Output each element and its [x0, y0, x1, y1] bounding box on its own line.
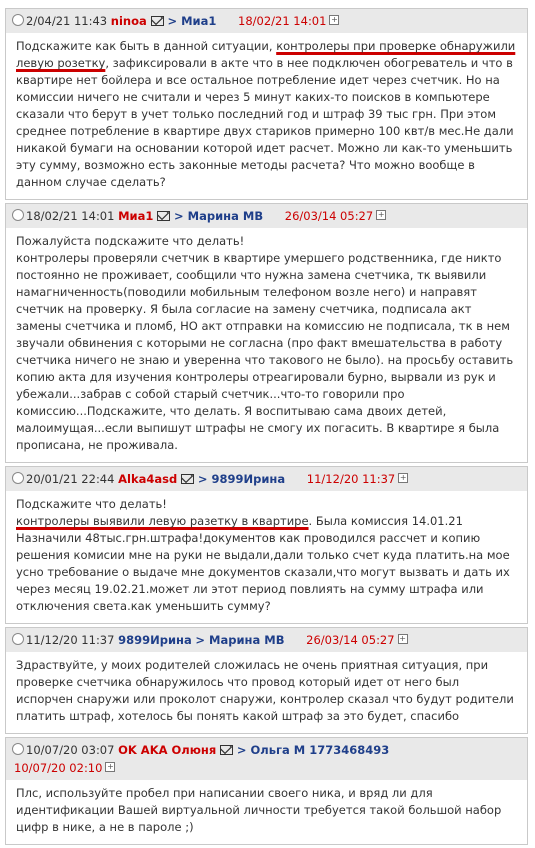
- comment-header: [6, 9, 527, 33]
- post-date: 10/07/20 03:07: [26, 743, 115, 757]
- comment-text-part: . Была комиссия 14.01.21 Назначили 48тыс.грн.штрафа!документов как проводился рассчет и копию решения комисии мне на руки не выдали,дали только счет куда платить.на мое усно требование о выдаче мне документов сказали,что могут вызвать и дать их через месяц 19.02.21.может ли этот период повлиять на сумму штрафа или отключения света.как уменьшить сумму?: [16, 514, 510, 613]
- author-link[interactable]: Миа1: [118, 209, 154, 223]
- comment-text-part: Подскажите как быть в данной ситуации,: [16, 39, 277, 53]
- comments-list: [5, 8, 528, 848]
- reply-to-link[interactable]: > Миа1: [167, 14, 217, 28]
- expand-icon[interactable]: +: [331, 15, 338, 24]
- post-date: 18/02/21 14:01: [26, 209, 115, 223]
- comment-post: [5, 466, 528, 624]
- comment-header: [6, 467, 527, 491]
- expand-icon[interactable]: +: [107, 762, 114, 771]
- comment-text: [6, 33, 527, 199]
- reply-date: 18/02/21 14:01: [238, 14, 327, 28]
- reply-to-link[interactable]: > Марина МВ: [195, 633, 285, 647]
- comment-text: Пожалуйста подскажите что делать! контролеры проверяли счетчик в квартире умершего родственника, где никто постоянно не проживает, сообщили что нужна замена счетчика, тк выявили намагниченность(поводили мобильным телефоном возле него) и направят счетчик на проверку. Я была согласие на замену счетчика, подписала акт замены счетчика и пломб, НО акт отправки на комиссию не подписала, тк в нем звучали обвинения с которыми не согласна (про факт вмешательства в работу счетчика ничего не знаю и уверенна что такового не было). на просьбу оставить копию акта для изучения контролеры отреагировали бурно, вырвали из рук и убежали...забрав с собой старый счетчик...что-то говорили про комиссию...Подскажите, что делать. Я воспитываю сама двоих детей, малоимущая...если выпишут штрафы не смогу их погасить. В квартире я была прописана, не проживала.: [6, 228, 527, 462]
- comment-text-part: Подскажите что делать!: [16, 497, 167, 511]
- expand-icon[interactable]: +: [399, 634, 406, 643]
- reply-to-link[interactable]: > 9899Ирина: [197, 472, 286, 486]
- post-date: 2/04/21 11:43: [26, 14, 108, 28]
- post-date: 11/12/20 11:37: [26, 633, 115, 647]
- mail-icon[interactable]: [151, 16, 164, 26]
- comment-post: [5, 203, 528, 463]
- reply-date: 26/03/14 05:27: [306, 633, 395, 647]
- reply-date: 26/03/14 05:27: [284, 209, 374, 223]
- comment-text: Плс, используйте пробел при написании своего ника, и вряд ли для идентификации Вашей виртуальной личности требуется такой большой набор цифр в нике, а не в пароле ;): [6, 780, 527, 844]
- comment-post: [5, 8, 528, 200]
- comment-highlight: контролеры выявили левую разетку в квартире: [16, 514, 309, 528]
- reply-to-link[interactable]: > Ольга М 1773468493: [236, 743, 390, 757]
- post-date: 20/01/21 22:44: [26, 472, 115, 486]
- author-link[interactable]: 9899Ирина: [118, 633, 192, 647]
- select-radio[interactable]: [12, 743, 24, 755]
- mail-icon[interactable]: [220, 745, 233, 755]
- comment-header: [6, 204, 527, 228]
- author-link[interactable]: Alka4asd: [118, 472, 178, 486]
- reply-date: 11/12/20 11:37: [306, 472, 396, 486]
- mail-icon[interactable]: [157, 211, 170, 221]
- mail-icon[interactable]: [181, 474, 194, 484]
- comment-post: [5, 627, 528, 734]
- reply-to-link[interactable]: > Марина МВ: [174, 209, 264, 223]
- comment-header: [6, 738, 527, 780]
- expand-icon[interactable]: +: [399, 473, 407, 482]
- author-link[interactable]: ninoa: [110, 14, 147, 28]
- select-radio[interactable]: [12, 472, 24, 484]
- reply-date: 10/07/20 02:10: [14, 761, 103, 775]
- comment-post: [5, 737, 528, 845]
- comment-text-part: , зафиксировали в акте что в нее подключен обогреватель и что в квартире нет бойлера и все остальное потребление идет через счетчик. Но на комиссии ничего не считали и через 5 минут каких-то поисков в компьютере сказали что берут в учет только последний год и штраф 39 тыс грн. При этом среднее потребление в квартире двух стариков примерно 100 квт/в мес.Не дали никакой бумаги на основании которой идет расчет. Можно ли как-то уменьшить эту сумму, возможно есть законные методы расчета? Что можно вообще в данном случае сделать?: [16, 56, 514, 189]
- author-link[interactable]: OK AKA Олюня: [118, 743, 217, 757]
- comment-text: Здраствуйте, у моих родителей сложилась не очень приятная ситуация, при проверке счетчика обнаружилось что провод который идет от него был испорчен снаружи или проколот снаружи, контролер сказал что будут родители платить штраф, хотелось бы понять какой штраф за это будет, спасибо: [6, 652, 527, 733]
- comment-highlight: контролеры при проверке обнаружили левую розетку: [16, 39, 516, 70]
- comment-header: [6, 628, 527, 652]
- select-radio[interactable]: [12, 633, 24, 645]
- select-radio[interactable]: [12, 209, 24, 221]
- select-radio[interactable]: [12, 14, 24, 26]
- expand-icon[interactable]: +: [377, 210, 385, 219]
- comment-text: [6, 491, 527, 623]
